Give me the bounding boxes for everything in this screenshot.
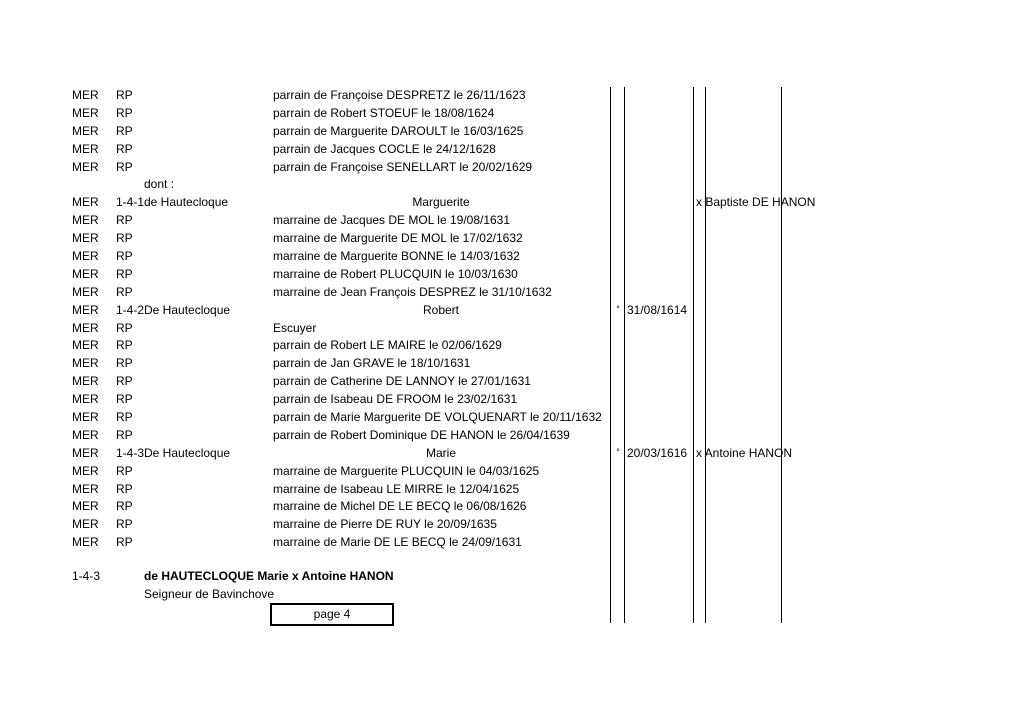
description-cell: marraine de Marie DE LE BECQ le 24/09/1631	[273, 535, 522, 550]
record-type-cell: MER	[72, 231, 99, 246]
table-row	[0, 516, 1024, 534]
spouse-cell: x Antoine HANON	[696, 445, 793, 460]
record-type-cell: MER	[72, 427, 99, 442]
record-type-cell: MER	[72, 123, 99, 138]
table-row	[0, 463, 1024, 481]
footer-title: de HAUTECLOQUE Marie x Antoine HANON	[144, 569, 394, 583]
table-row	[0, 248, 1024, 266]
table-row	[0, 194, 1024, 212]
record-type-cell: MER	[72, 249, 99, 264]
code-cell: RP	[116, 463, 133, 478]
record-type-cell: MER	[72, 105, 99, 120]
footer-subtitle: Seigneur de Bavinchove	[144, 587, 275, 601]
table-row	[0, 87, 1024, 105]
table-row	[0, 427, 1024, 445]
code-cell: 1-4-2	[116, 302, 144, 317]
code-cell: RP	[116, 320, 133, 335]
record-type-cell: MER	[72, 266, 99, 281]
table-row	[0, 159, 1024, 177]
record-type-cell: MER	[72, 410, 99, 425]
code-cell: RP	[116, 249, 133, 264]
record-type-cell: MER	[72, 517, 99, 532]
record-type-cell: MER	[72, 392, 99, 407]
table-row	[0, 212, 1024, 230]
description-cell: parrain de Françoise SENELLART le 20/02/1629	[273, 159, 533, 174]
code-cell: RP	[116, 517, 133, 532]
description-cell: marraine de Marguerite DE MOL le 17/02/1632	[273, 231, 523, 246]
code-cell: RP	[116, 392, 133, 407]
record-type-cell: MER	[72, 88, 99, 102]
code-cell: RP	[116, 88, 133, 102]
description-cell: Marie	[425, 445, 456, 460]
description-cell: parrain de Marie Marguerite DE VOLQUENART le 20/11/1632	[273, 410, 602, 425]
table-row	[0, 320, 1024, 338]
code-cell: RP	[116, 338, 133, 353]
table-row	[0, 445, 1024, 463]
record-type-cell: MER	[72, 284, 99, 299]
record-type-cell: MER	[72, 195, 99, 210]
description-cell: parrain de Catherine DE LANNOY le 27/01/1631	[273, 374, 531, 389]
record-type-cell: MER	[72, 445, 99, 460]
description-cell: Marguerite	[412, 195, 470, 210]
record-type-cell: MER	[72, 535, 99, 550]
code-cell: RP	[116, 141, 133, 156]
table-row	[0, 534, 1024, 552]
description-cell: marraine de Pierre DE RUY le 20/09/1635	[273, 517, 497, 532]
record-type-cell: MER	[72, 356, 99, 371]
code-cell: RP	[116, 231, 133, 246]
record-type-cell: MER	[72, 141, 99, 156]
birth-symbol-cell: °	[616, 446, 620, 457]
description-cell: parrain de Jan GRAVE le 18/10/1631	[273, 356, 471, 371]
table-row	[0, 230, 1024, 248]
family-name-cell: De Hautecloque	[144, 302, 231, 317]
code-cell: RP	[116, 123, 133, 138]
record-type-cell: MER	[72, 302, 99, 317]
code-cell: RP	[116, 374, 133, 389]
description-cell: parrain de Robert STOEUF le 18/08/1624	[273, 105, 495, 120]
code-cell: RP	[116, 499, 133, 514]
description-cell: marraine de Marguerite BONNE le 14/03/1632	[273, 249, 520, 264]
birth-date-cell: 20/03/1616	[627, 445, 688, 460]
description-cell: marraine de Marguerite PLUCQUIN le 04/03/1625	[273, 463, 540, 478]
code-cell: RP	[116, 427, 133, 442]
table-row	[0, 355, 1024, 373]
spouse-cell: x Baptiste DE HANON	[696, 195, 816, 210]
table-row	[0, 105, 1024, 123]
record-type-cell: MER	[72, 374, 99, 389]
table-row	[0, 284, 1024, 302]
record-type-cell: MER	[72, 320, 99, 335]
description-cell: marraine de Jacques DE MOL le 19/08/1631	[273, 213, 511, 228]
description-cell: marraine de Robert PLUCQUIN le 10/03/1630	[273, 266, 518, 281]
code-cell: RP	[116, 105, 133, 120]
record-type-cell: MER	[72, 338, 99, 353]
code-cell: RP	[116, 535, 133, 550]
description-cell: Robert	[422, 302, 460, 317]
table-row	[0, 176, 1024, 194]
description-cell: parrain de Isabeau DE FROOM le 23/02/1631	[273, 392, 518, 407]
table-row	[0, 302, 1024, 320]
code-cell: RP	[116, 284, 133, 299]
code-cell: RP	[116, 481, 133, 496]
description-cell: parrain de Françoise DESPRETZ le 26/11/1623	[273, 88, 526, 102]
birth-date-cell: 31/08/1614	[627, 302, 688, 317]
code-cell: 1-4-3	[116, 445, 144, 460]
code-cell: RP	[116, 266, 133, 281]
code-cell: RP	[116, 159, 133, 174]
table-row	[0, 337, 1024, 355]
record-type-cell: MER	[72, 499, 99, 514]
code-cell: 1-4-1	[116, 195, 144, 210]
table-row	[0, 123, 1024, 141]
description-cell: parrain de Marguerite DAROULT le 16/03/1625	[273, 123, 524, 138]
description-cell: Escuyer	[273, 320, 317, 335]
record-type-cell: MER	[72, 213, 99, 228]
code-cell: RP	[116, 356, 133, 371]
family-name-cell: dont :	[144, 177, 175, 192]
table-row	[0, 266, 1024, 284]
description-cell: parrain de Robert Dominique DE HANON le 26/04/1639	[273, 427, 570, 442]
description-cell: marraine de Jean François DESPREZ le 31/10/1632	[273, 284, 552, 299]
family-name-cell: De Hautecloque	[144, 445, 231, 460]
table-row	[0, 409, 1024, 427]
description-cell: parrain de Jacques COCLE le 24/12/1628	[273, 141, 496, 156]
table-row	[0, 481, 1024, 499]
footer-reference: 1-4-3	[72, 569, 101, 583]
table-row	[0, 141, 1024, 159]
table-row	[0, 498, 1024, 516]
record-type-cell: MER	[72, 463, 99, 478]
code-cell: RP	[116, 410, 133, 425]
family-name-cell: de Hautecloque	[144, 195, 229, 210]
birth-symbol-cell: °	[616, 303, 620, 314]
genealogy-table	[0, 87, 1024, 552]
table-row	[0, 373, 1024, 391]
description-cell: marraine de Michel DE LE BECQ le 06/08/1626	[273, 499, 527, 514]
table-row	[0, 391, 1024, 409]
description-cell: marraine de Isabeau LE MIRRE le 12/04/1625	[273, 481, 520, 496]
description-cell: parrain de Robert LE MAIRE le 02/06/1629	[273, 338, 502, 353]
record-type-cell: MER	[72, 159, 99, 174]
record-type-cell: MER	[72, 481, 99, 496]
page-number-box: page 4	[270, 603, 394, 626]
code-cell: RP	[116, 213, 133, 228]
